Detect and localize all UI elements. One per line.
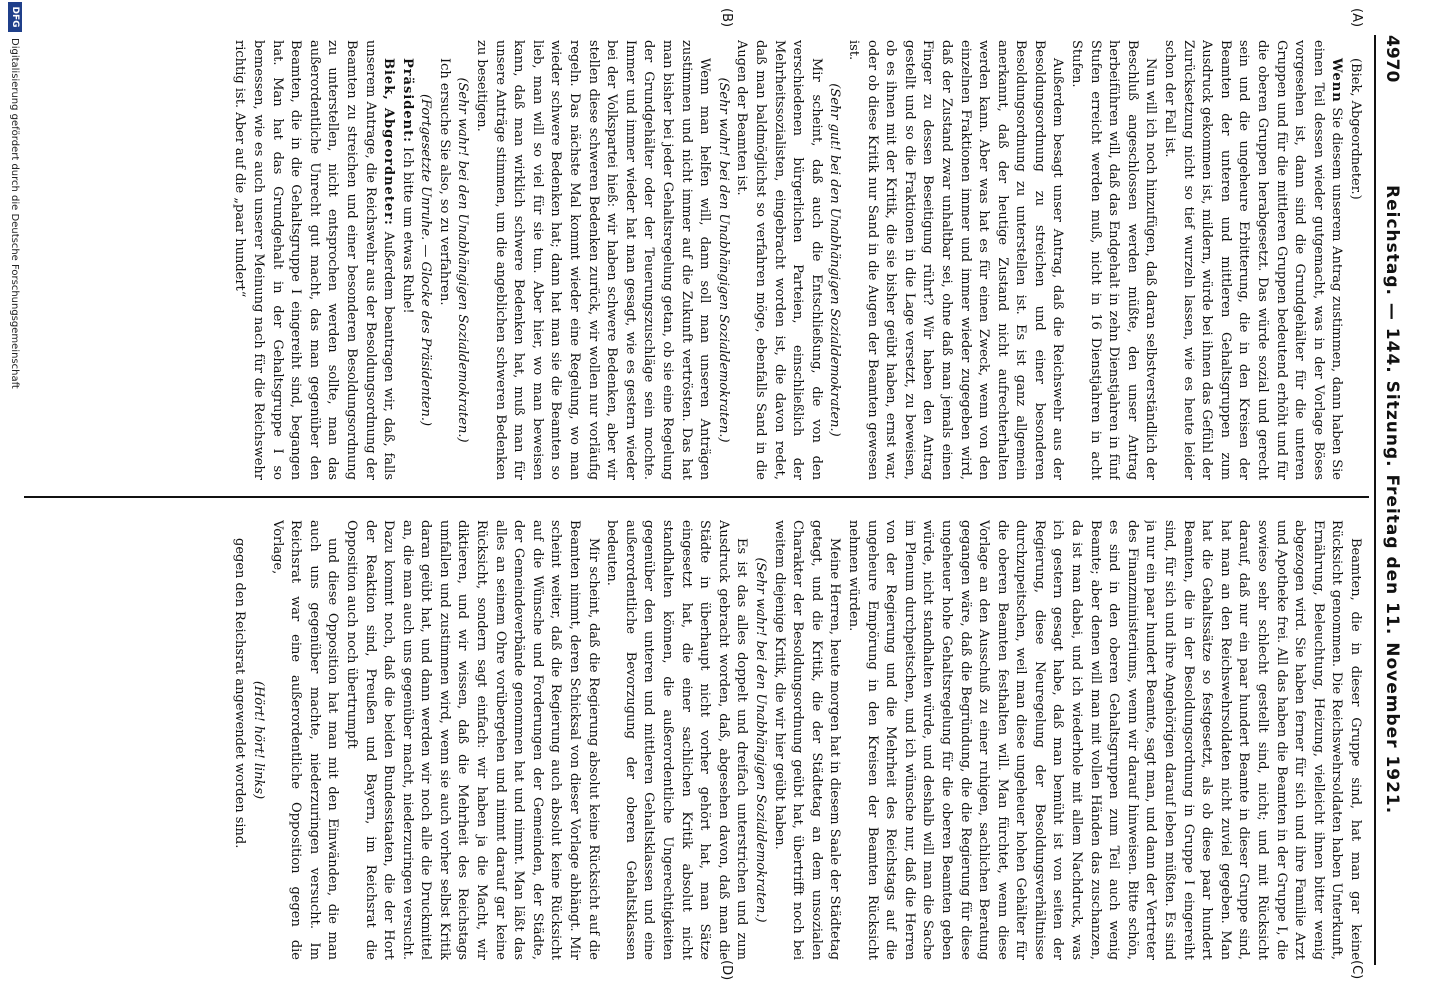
margin-marker-b: (B): [719, 8, 734, 28]
interjection: [750, 520, 769, 960]
speaker-name: Biek, Abgeordneter:: [381, 58, 397, 226]
interjection-text: (Sehr wahr! bei den Unabhängigen Sozialdemokraten.): [455, 77, 471, 443]
paragraph-text: Außerdem besagt unser Antrag, daß die Reichswehr aus der Besoldungsordnung zu streichen und einer besonderen Besoldungsordnung zu unterstellen ist. Es ist ganz allgemein anerkannt, daß der heutige Zustand nicht aufrechterhalten werden kann. Aber was hat es für einen Zweck, wenn von den einzelnen Fraktionen immer und immer wieder zugegeben wird, daß der Zustand zwar unhaltbar sei, ohne daß man jemals einen Finger zu dessen Beseitigung rührt? Wir haben den Antrag gestellt und so die Fraktionen in die Lage versetzt, zu beweisen, ob es ihnen mit der Kritik, die sie bisher geübt haben, ernst war, oder ob diese Kritik nur Sand in die Augen der Beamten gewesen ist.: [845, 40, 1066, 480]
interjection: [248, 520, 267, 960]
paragraph: [230, 40, 397, 480]
paragraph-text: Beamten, die in dieser Gruppe sind, hat man gar keine Rücksicht genommen. Die Reichswehrsoldaten haben Unterkunft, Ernährung, Beleuchtung, Heizung, vielleicht ihnen bitter wenig abgezogen wird. Sie haben ferner für sich und ihre Familie Arzt und Apotheke frei. All das haben die Beamten in der Gruppe I, die sowieso sehr schlecht gestellt sind, nicht; und mit Rücksicht darauf, daß nur ein paar hundert Beamte in dieser Gruppe sind, hat man an den Reichswehrsoldaten nicht zuviel gegeben. Man hat die Gehaltssätze so festgesetzt, als ob diese paar hundert Beamten, die in der Besoldungsordnung in Gruppe I eingereiht sind, für sich und ihre Angehörigen darauf leben müßten. Es sind ja nur ein paar hundert Beamte, sagt man, und dann der Vertreter des Finanzministeriums, wenn wir darauf hinweisen. Bitte schön, es sind in den oberen Gehaltsgruppen zum Teil auch wenig Beamte; aber denen will man mit vollen Händen das zuschanzen, da ist man dabei, und ich wiederhole mit allem Nachdruck, was ich gestern gesagt habe, daß man bemüht ist von seiten der Regierung, diese Neuregelung der Besoldungsverhältnisse durchzupeitschen, weil man diese ungeheuer hohen Gehälter für die oberen Beamten festhalten will. Man fürchtet, wenn diese Vorlage an den Ausschuß zu einer ruhigen, sachlichen Beratung gegangen wäre, daß die Begründung, die die Regierung für diese ungeheuer hohe Gehaltsregelung für die oberen Beamten geben würde, nicht standhalten würde, und deshalb will man die Sache im Plenum durchpeitschen, und ich wünsche nur, daß die Herren von der Regierung und die Mehrheit des Reichstags auf die ungeheure Empörung in den Kreisen der Beamten Rücksicht nehmen würden.: [845, 520, 1363, 960]
paragraph-text: Außerdem beantragen wir, daß, falls unserem Antrage, die Reichswehr aus der Besoldungsordnung der Beamten zu streichen und einer besonderen Besoldungsordnung zu unterstellen, nicht entsprochen werden sollte, man das außerordentliche Unrecht gut macht, das man gegenüber den Beamten, die in die Gehaltsgruppe I eingereiht sind, begangen hat. Man hat das Grundgehalt in der Gehaltsgruppe I so bemessen, wie es auch unserer Meinung nach für die Reichswehr richtig ist. Aber auf die „paar hundert“: [232, 40, 397, 480]
speaker-name: Wenn: [1329, 58, 1345, 103]
paragraph: [843, 40, 1066, 480]
paragraph-text: Wenn man helfen will, dann soll man unseren Anträgen zustimmen und nicht immer auf die Zukunft vertrösten. Das hat man bisher bei jeder Gehaltsregelung getan, ob sie eine Regelung der Grundgehälter oder der Teuerungszuschläge sein mochte. Immer und immer wieder hat man gesagt, wie es gestern wieder bei der Volkspartei hieß: wir haben schwere Bedenken, aber wir stellen diese schweren Bedenken zurück, wir wollen nur vorläufig regeln. Das nächste Mal kommt wieder eine Regelung, wo man wieder schwere Bedenken hat; dann hat man sie die Beamten so lieb, man will so viel für sie tun. Aber hier, wo man beweisen kann, daß man wirklich schwere Bedenken hat, muß man für unsere Anträge stimmen, um die angeblichen schweren Bedenken zu beseitigen.: [474, 40, 713, 480]
column-divider: [24, 496, 1369, 498]
interjection: [453, 40, 472, 480]
page-header: [1374, 35, 1404, 965]
paragraph: [397, 40, 416, 480]
page-title: Reichstag. — 144. Sitzung. Freitag den 11. November 1921.: [1382, 185, 1402, 815]
paragraph-text: Meine Herren, heute morgen hat in diesem Saale der Städtetag getagt, und die Kritik, die der Städtetag an dem unsozialen Charakter der Besoldungsordnung geübt hat, übertrifft noch bei weitem diejenige Kritik, die wir hier geübt haben.: [771, 520, 843, 960]
paragraph: [1345, 40, 1364, 480]
paragraph-text: Nun will ich noch hinzufügen, daß daran selbstverständlich der Beschluß angeschlossen werden müßte, den unser Antrag herbeiführen will, daß das Endgehalt in zehn Dienstjahren in fünf Stufen erreicht werden muß, nicht in 16 Dienstjahren in acht Stufen.: [1069, 40, 1159, 480]
right-text-column: [24, 520, 1364, 960]
speaker-name: Präsident:: [399, 58, 415, 143]
left-text-column: [24, 40, 1364, 480]
interjection-text: (Hört! hört! links): [250, 680, 266, 800]
margin-marker-d: (D): [719, 960, 734, 981]
paragraph: [472, 40, 714, 480]
paragraph-text: Ich ersuche Sie also, so zu verfahren.: [436, 58, 452, 306]
margin-marker-c: (C): [1349, 960, 1364, 980]
paragraph-text: Mir scheint, daß auch die Entschließung, die von den verschiedenen bürgerlichen Parteien, einschließlich der Mehrheitssozialisten, eingebracht worden ist, die davon redet, daß man baldmöglichst so verfahren möge, ebenfalls Sand in die Augen der Beamten ist.: [734, 40, 824, 480]
paragraph: [1067, 40, 1160, 480]
paragraph: [267, 520, 341, 960]
paragraph: [1159, 40, 1345, 480]
margin-marker-a: (A): [1349, 8, 1364, 28]
page-footer: [6, 0, 24, 1000]
page-number: 4970: [1382, 35, 1402, 83]
paragraph: [769, 520, 843, 960]
interjection: [416, 40, 435, 480]
interjection-text: (Fortgesetzte Unruhe. — Glocke des Präsidenten.): [418, 93, 434, 427]
paragraph-text: Ich bitte um etwas Ruhe!: [399, 147, 415, 314]
dfg-logo: DFG: [8, 2, 22, 32]
paragraph: [230, 520, 249, 960]
paragraph: [732, 40, 825, 480]
paragraph: [602, 520, 751, 960]
footer-credit: Digitalisierung gefördert durch die Deutsche Forschungsgemeinschaft: [9, 38, 21, 389]
interjection-text: (Sehr wahr! bei den Unabhängigen Sozialdemokraten.): [715, 77, 731, 443]
paragraph-text: Sie diesem unserem Antrag zustimmen, dann haben Sie einen Teil dessen wieder gutgemacht, was in der Vorlage Böses vorgesehen ist, dann sind die Grundgehälter für die unteren Gruppen und für die mittleren Gruppen bedeutend erhöht und für die oberen Gruppen herabgesetzt. Das würde sozial und gerecht sein und die ungeheure Erbitterung, die in den Kreisen der Beamten der unteren und mittleren Gehaltsgruppen zum Ausdruck gekommen ist, mildern, würde bei ihnen das Gefühl der Zurücksetzung nicht so tief wurzeln lassen, wie es heute leider schon der Fall ist.: [1162, 40, 1345, 480]
paragraph-text: und diese Opposition hat man mit den Einwänden, die man auch uns gegenüber machte, niederzuringen versucht. Im Reichsrat war eine außerordentliche Opposition gegen die Vorlage,: [269, 520, 341, 960]
paragraph-text: gegen den Reichsrat angewendet worden sind.: [232, 538, 248, 849]
interjection: [713, 40, 732, 480]
paragraph: [843, 520, 1364, 960]
paragraph-text: Es ist das alles doppelt und dreifach unterstrichen und zum Ausdruck gebracht worden, daß, abgesehen davon, daß man die Städte in überhaupt nicht vorher gehört hat, man Sätze eingesetzt hat, die einer sachlichen Kritik absolut nicht standhalten können, die außerordentliche Ungerechtigkeiten gegenüber den unteren und mittleren Gehaltsklassen und eine außerordentliche Bevorzugung der oberen Gehaltsklassen bedeuten.: [604, 520, 750, 960]
paragraph-text: (Biek, Abgeordneter.): [1348, 58, 1363, 200]
paragraph-text: Mir scheint, daß die Regierung absolut keine Rücksicht auf die Beamten nimmt, deren Schicksal von dieser Vorlage abhängt. Mir scheint weiter, daß die Regierung auch absolut keine Rücksicht auf die Wünsche und Forderungen der Gemeinden, der Städte, der Gemeindeverbände genommen hat und nimmt. Man läßt das alles an seinem Ohre vorübergehen und nimmt darauf gar keine Rücksicht, sondern sagt einfach: wir haben ja die Macht, wir diktieren, und wir wissen, daß die Mehrheit des Reichstags umfallen und zustimmen wird, wenn sie auch vorher selbst Kritik daran geübt hat, und dann werden wir noch alle die Druckmittel an, die man auch uns gegenüber macht, niederzuringen versucht. Dazu kommt noch, daß die beiden Bundesstaaten, die der Hort der Reaktion sind, Preußen und Bayern, im Reichsrat die Opposition auch noch übertrumpft: [343, 520, 601, 960]
interjection: [825, 40, 844, 480]
paragraph: [434, 40, 453, 480]
interjection-text: (Sehr gut! bei den Unabhängigen Sozialdemokraten.): [827, 83, 843, 437]
paragraph: [341, 520, 601, 960]
interjection-text: (Sehr wahr! bei den Unabhängigen Sozialdemokraten.): [753, 557, 768, 923]
